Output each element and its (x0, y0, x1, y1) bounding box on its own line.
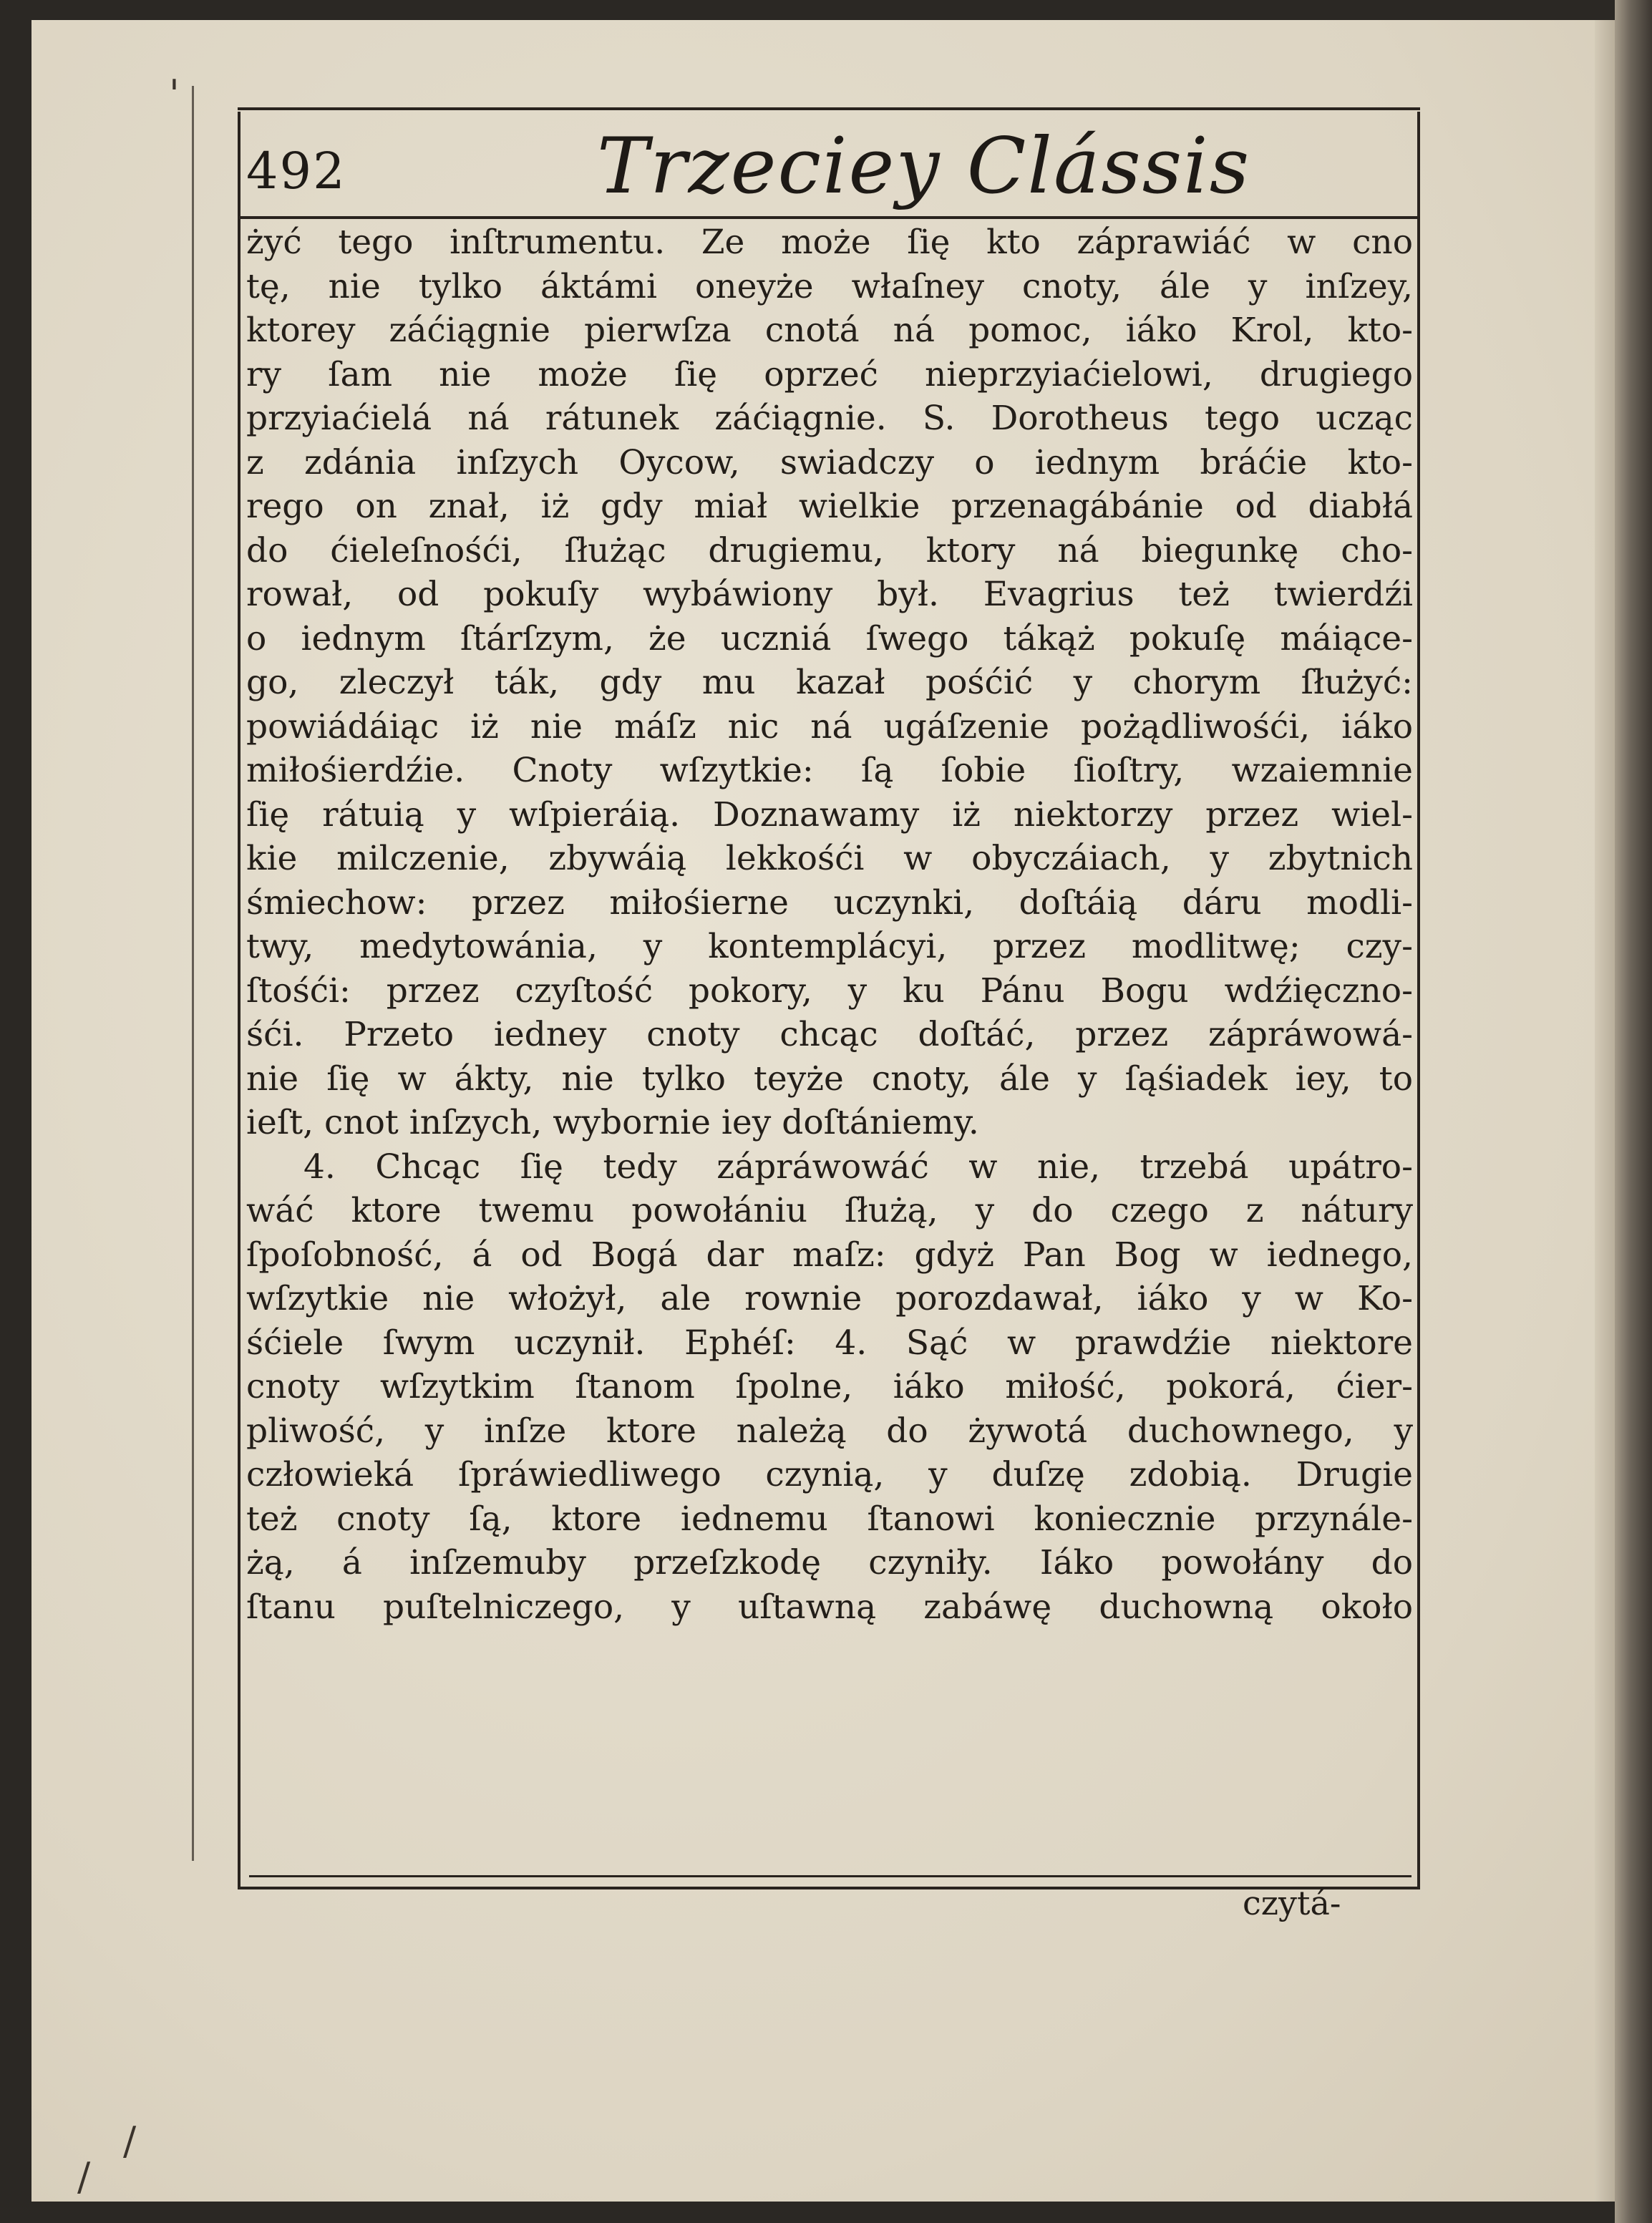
text-line: 4. Chcąc ſię tedy zápráwowáć w nie, trzebá upátro- (303, 1147, 1413, 1187)
bottom-rule (249, 1875, 1412, 1877)
text-line: z zdánia inſzych Oycow, swiadczy o iednym bráćie kto- (246, 442, 1413, 482)
text-line: rego on znał, iż gdy miał wielkie przenagábánie od diabłá (246, 487, 1413, 526)
text-line: nie ſię w ákty, nie tylko teyże cnoty, ále y ſąśiadek iey, to (246, 1059, 1413, 1099)
book-spine (1615, 0, 1652, 2223)
text-line: przyiaćielá ná rátunek záćiągnie. S. Dorotheus tego ucząc (246, 399, 1413, 438)
text-line: rował, od pokuſy wybáwiony był. Evagrius też twierdźi (246, 575, 1413, 614)
text-line: ſię rátuią y wſpieráią. Doznawamy iż niektorzy przez wiel- (246, 794, 1413, 835)
text-line: śmiechow: przez miłośierne uczynki, doſtáią dáru modli- (246, 882, 1413, 923)
header-rule (238, 216, 1420, 219)
margin-mark: / (123, 2119, 137, 2164)
text-line: ry ſam nie może ſię oprzeć nieprzyiaćielowi, drugiego (246, 354, 1413, 394)
text-line: cnoty wſzytkim ſtanom ſpolne, iáko miłość, pokorá, ćier- (246, 1367, 1413, 1406)
text-line: ieſt, cnot inſzych, wybornie iey doſtániemy. (246, 1103, 979, 1142)
text-line: ſpoſobność, á od Bogá dar maſz: gdyż Pan Bog w iednego, (246, 1235, 1413, 1275)
text-line: ſtośći: przez czyſtość pokory, y ku Pánu Bogu wdźięczno- (246, 971, 1413, 1011)
text-line: kie milczenie, zbywáią lekkośći w obyczáiach, y zbytnich (246, 839, 1413, 878)
text-line: miłośierdźie. Cnoty wſzytkie: ſą ſobie ſioſtry, wzaiemnie (246, 751, 1413, 790)
text-line: twy, medytowánia, y kontemplácyi, przez modlitwę; czy- (246, 927, 1413, 966)
text-line: do ćieleſnośći, ſłużąc drugiemu, ktory ná biegunkę cho- (246, 530, 1413, 570)
catchword: czytá- (1243, 1884, 1341, 1922)
text-line: śćiele ſwym uczynił. Ephéſ: 4. Sąć w prawdźie niektore (246, 1323, 1413, 1363)
running-head: Trzeciey Clássis (597, 122, 1251, 211)
text-line: ktorey záćiągnie pierwſza cnotá ná pomoc, iáko Krol, kto- (246, 311, 1413, 350)
top-rule (238, 107, 1420, 110)
margin-mark: / (77, 2154, 91, 2199)
text-line: żyć tego inſtrumentu. Ze może ſię kto záprawiáć w cno (246, 223, 1413, 262)
text-line: go, zleczył ták, gdy mu kazał pośćić y chorym ſłużyć: (246, 663, 1413, 702)
text-line: tę, nie tylko áktámi oneyże właſney cnoty, ále y inſzey, (246, 266, 1413, 306)
text-line: człowieká ſpráwiedliwego czynią, y duſzę zdobią. Drugie (246, 1455, 1413, 1494)
text-line: wſzytkie nie włożył, ale rownie porozdawał, iáko y w Ko- (246, 1279, 1413, 1318)
text-line: pliwość, y inſze ktore należą do żywotá duchownego, y (246, 1411, 1413, 1451)
text-line: powiádáiąc iż nie máſz nic ná ugáſzenie pożądliwośći, iáko (246, 706, 1413, 746)
margin-mark: ' (169, 72, 180, 117)
margin-rule (192, 86, 194, 1861)
page-header (246, 122, 1413, 215)
page-edge (1595, 20, 1615, 2202)
text-line: też cnoty ſą, ktore iednemu ſtanowi koniecznie przynále- (246, 1499, 1413, 1539)
text-line: wáć ktore twemu powołániu ſłużą, y do czego z nátury (246, 1191, 1413, 1230)
text-line: ſtanu puſtelniczego, y uſtawną zabáwę duchowną około (246, 1587, 1413, 1627)
page-number: 492 (246, 142, 346, 200)
text-line: o iednym ſtárſzym, że uczniá ſwego tákąż pokuſę máiące- (246, 618, 1413, 658)
text-line: śći. Przeto iedney cnoty chcąc doſtáć, przez zápráwowá- (246, 1015, 1413, 1054)
body-text (246, 220, 1413, 1629)
text-line: żą, á inſzemuby przeſzkodę czyniły. Iáko powołány do (246, 1543, 1413, 1582)
